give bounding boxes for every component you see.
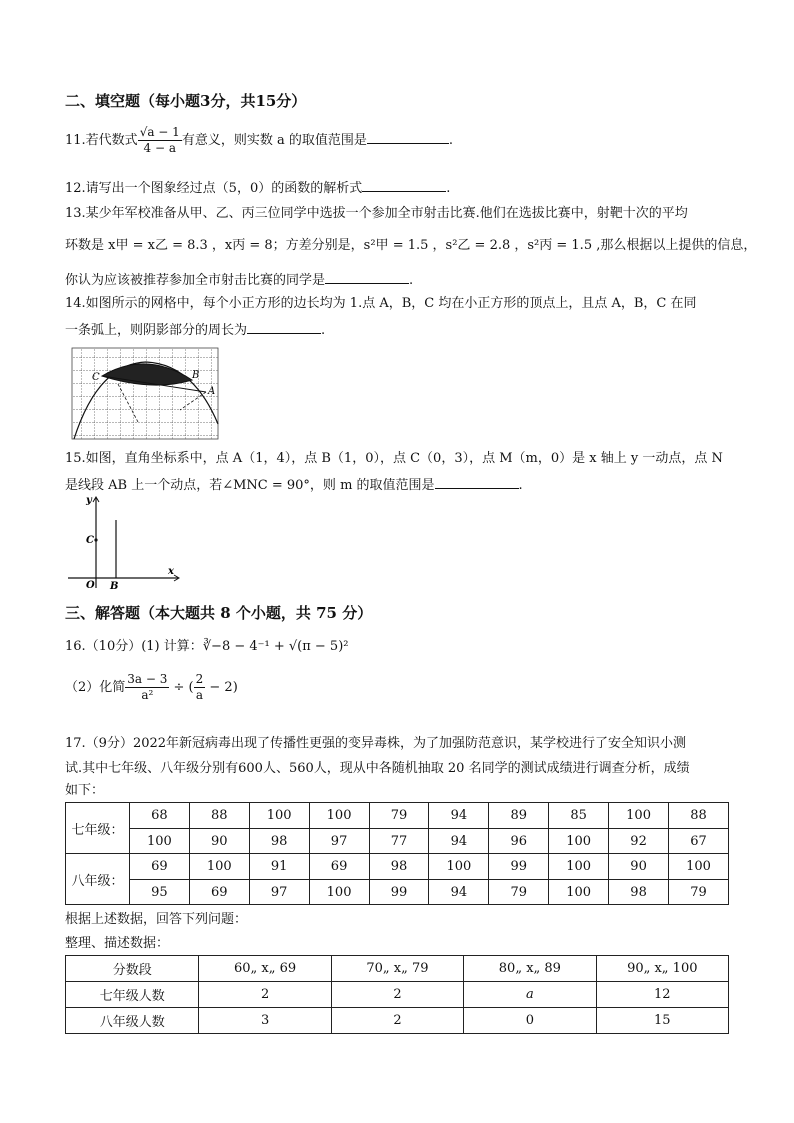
table-cell: 88 — [669, 803, 729, 829]
q16-divide: ÷ ( — [169, 680, 194, 695]
table-cell: 89 — [489, 803, 549, 829]
q14-label-a: A — [208, 386, 216, 397]
q17-after-1: 根据上述数据，回答下列问题： — [65, 912, 248, 927]
q14-line-2: 一条弧上，则阴影部分的周长为 . — [65, 320, 325, 340]
q17-after-2: 整理、描述数据： — [65, 936, 170, 951]
q15-label-o: O — [86, 580, 95, 591]
table-cell: 92 — [609, 829, 669, 854]
q17-frequency-table — [65, 955, 729, 1034]
q15-label-b: B — [110, 581, 119, 592]
table-cell: 100 — [309, 803, 369, 829]
q15-label-y: y — [86, 495, 92, 506]
q17-line-2: 试.其中七年级、八年级分别有600人、560人，现从中各随机抽取 20 名同学的测试成绩进行调查分析，成绩 — [65, 761, 690, 776]
table-cell: 3 — [199, 1008, 331, 1034]
table-row — [66, 982, 729, 1008]
table-cell: 94 — [429, 880, 489, 905]
table-header: 分数段 — [66, 956, 199, 982]
q13-answer-blank[interactable] — [325, 270, 409, 284]
table-cell: 94 — [429, 829, 489, 854]
table-cell: 95 — [129, 880, 189, 905]
q15-point-c — [94, 538, 97, 541]
table-row — [66, 880, 729, 905]
table-cell: 100 — [549, 829, 609, 854]
q16-part-1: 16.（10分）(1) 计算：∛−8 − 4⁻¹ + √(π − 5)² — [65, 639, 349, 654]
q16-frac1-den: a² — [141, 688, 154, 702]
table-cell: 0 — [464, 1008, 596, 1034]
table-header: 80„ x„ 89 — [464, 956, 596, 982]
q17-score-table — [65, 802, 729, 905]
q15-coordinate-figure — [66, 492, 182, 592]
table-cell: 69 — [189, 880, 249, 905]
q13-line-3-text: 你认为应该被推荐参加全市射击比赛的同学是 — [65, 273, 326, 288]
q16-frac1-num: 3a − 3 — [127, 672, 168, 686]
table-cell: 100 — [429, 854, 489, 880]
q14-label-c: C — [92, 372, 100, 383]
table-cell: 100 — [669, 854, 729, 880]
table-cell: 12 — [596, 982, 728, 1008]
table-cell: 99 — [369, 880, 429, 905]
table-header: 90„ x„ 100 — [596, 956, 728, 982]
table-cell: 97 — [249, 880, 309, 905]
table-cell: 15 — [596, 1008, 728, 1034]
table-row — [66, 854, 729, 880]
table-cell: 90 — [609, 854, 669, 880]
q17-line-3: 如下： — [65, 783, 105, 798]
table-header: 60„ x„ 69 — [199, 956, 331, 982]
q13-line-3: 你认为应该被推荐参加全市射击比赛的同学是 . — [65, 270, 413, 290]
grade8-label: 八年级： — [66, 854, 130, 905]
table-cell: 100 — [549, 854, 609, 880]
table-cell: 68 — [129, 803, 189, 829]
q16-part-2-prefix: （2）化简 — [65, 680, 126, 695]
table-cell: 94 — [429, 803, 489, 829]
q16-frac2-num: 2 — [195, 672, 204, 686]
q12-answer-blank[interactable] — [362, 178, 446, 192]
section-3-title: 三、解答题（本大题共 8 个小题，共 75 分） — [65, 604, 373, 622]
q14-line-2-text: 一条弧上，则阴影部分的周长为 — [65, 323, 248, 338]
q11-answer-blank[interactable] — [367, 130, 449, 144]
table-row — [66, 829, 729, 854]
table-cell: 99 — [489, 854, 549, 880]
q13-line-2: 环数是 x甲 = x乙 = 8.3 ，x丙 = 8；方差分别是，s²甲 = 1.5 ，s²乙 = 2.8 ，s²丙 = 1.5 ,那么根据以上提供的信息， — [65, 238, 757, 253]
q15-answer-blank[interactable] — [435, 475, 519, 489]
section-2-title: 二、填空题（每小题3分，共15分） — [65, 92, 307, 110]
q16-frac2-den: a — [195, 688, 204, 702]
q14-answer-blank[interactable] — [247, 320, 321, 334]
table-cell: 2 — [331, 982, 463, 1008]
table-cell: 69 — [129, 854, 189, 880]
q15-label-c: C — [86, 535, 94, 546]
table-row — [66, 956, 729, 982]
table-cell: 100 — [309, 880, 369, 905]
q11-frac-num: √a − 1 — [139, 125, 180, 139]
table-cell: 90 — [189, 829, 249, 854]
table-cell: 79 — [489, 880, 549, 905]
q16-part-2-suffix: − 2) — [205, 680, 238, 695]
table-cell: 100 — [189, 854, 249, 880]
q14-label-b: B — [192, 370, 200, 381]
table-cell: 88 — [189, 803, 249, 829]
table-row — [66, 1008, 729, 1034]
table-header: 70„ x„ 79 — [331, 956, 463, 982]
q11-suffix: 有意义，则实数 a 的取值范围是 — [181, 133, 367, 148]
q11-fraction — [138, 125, 182, 156]
table-cell: 100 — [609, 803, 669, 829]
question-12: 12.请写出一个图象经过点（5，0）的函数的解析式 . — [65, 178, 450, 198]
table-cell: 85 — [549, 803, 609, 829]
q16-part-2 — [65, 672, 238, 703]
table-cell: 79 — [669, 880, 729, 905]
q15-line-1: 15.如图，直角坐标系中，点 A（1，4），点 B（1，0），点 C（0，3），点 M（m，0）是 x 轴上 y 一动点，点 N — [65, 451, 723, 466]
table-cell: 96 — [489, 829, 549, 854]
table-cell: 77 — [369, 829, 429, 854]
q15-line-2-text: 是线段 AB 上一个动点，若∠MNC = 90°，则 m 的取值范围是 — [65, 478, 435, 493]
q12-text: 12.请写出一个图象经过点（5，0）的函数的解析式 — [65, 181, 363, 196]
table-cell: 100 — [129, 829, 189, 854]
q17-line-1: 17.（9分）2022年新冠病毒出现了传播性更强的变异毒株，为了加强防范意识，某学校进行了安全知识小测 — [65, 736, 687, 751]
table-cell: 91 — [249, 854, 309, 880]
table-cell: 100 — [249, 803, 309, 829]
q11-prefix: 11.若代数式 — [65, 133, 138, 148]
table-cell: 2 — [331, 1008, 463, 1034]
question-11: 11.若代数式 $\frac{√a - 1}{4 - a}$ 有意义，则实数 a 的取值范围是 . — [65, 125, 453, 155]
table-cell: 97 — [309, 829, 369, 854]
grade7-label: 七年级： — [66, 803, 130, 854]
table-row — [66, 803, 729, 829]
q13-line-1: 13.某少年军校准备从甲、乙、丙三位同学中选拔一个参加全市射击比赛.他们在选拔比赛中，射靶十次的平均 — [65, 206, 688, 221]
table-cell: 98 — [609, 880, 669, 905]
q16-fraction-2 — [194, 672, 206, 703]
table-cell: 100 — [549, 880, 609, 905]
table-cell: 69 — [309, 854, 369, 880]
table-cell: 67 — [669, 829, 729, 854]
table-cell: 七年级人数 — [66, 982, 199, 1008]
table-cell: a — [464, 982, 596, 1008]
q15-label-x: x — [168, 566, 174, 577]
table-cell: 2 — [199, 982, 331, 1008]
q11-frac-den: 4 − a — [143, 141, 176, 155]
table-cell: 八年级人数 — [66, 1008, 199, 1034]
q15-line-2: 是线段 AB 上一个动点，若∠MNC = 90°，则 m 的取值范围是 . — [65, 475, 523, 495]
table-cell: 98 — [369, 854, 429, 880]
table-cell: 98 — [249, 829, 309, 854]
table-cell: 79 — [369, 803, 429, 829]
q14-grid-figure — [68, 344, 224, 444]
q16-fraction-1 — [125, 672, 169, 703]
q14-line-1: 14.如图所示的网格中，每个小正方形的边长均为 1.点 A，B，C 均在小正方形的顶点上，且点 A，B，C 在同 — [65, 296, 697, 311]
